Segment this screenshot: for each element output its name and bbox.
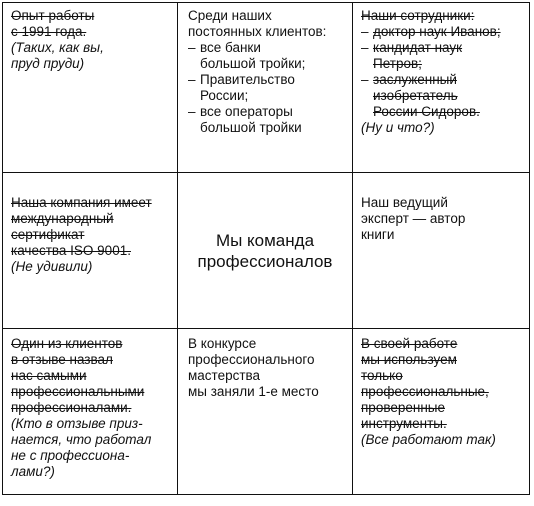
main-claim-line: профессионалов — [197, 251, 333, 271]
list-item-text: все операторы — [200, 104, 293, 119]
struck-line: Наша компания имеет — [11, 195, 152, 210]
cell-expert — [361, 195, 529, 243]
list-item-text: Петров; — [373, 56, 422, 71]
staff-list — [361, 24, 529, 120]
struck-line: с 1991 года. — [11, 24, 87, 39]
cell-clients — [188, 8, 352, 136]
comment-line: (Не удивили) — [11, 259, 93, 274]
cell-experience — [11, 8, 175, 72]
list-item — [361, 72, 529, 120]
comment-line: нается, что работал — [11, 432, 152, 447]
list-item-text: России; — [200, 88, 249, 103]
list-item — [188, 72, 352, 104]
text-line: Наш ведущий — [361, 195, 448, 210]
struck-line: профессиональные, — [361, 384, 489, 399]
struck-line: международный — [11, 211, 114, 226]
text-line: профессионального — [188, 352, 315, 367]
list-item-text: России Сидоров. — [373, 104, 480, 119]
list-item — [361, 40, 529, 72]
comment-line: лами?) — [11, 464, 55, 479]
struck-line: сертификат — [11, 227, 85, 242]
text-line: В конкурсе — [188, 336, 257, 351]
struck-line: качества ISO 9001. — [11, 243, 131, 258]
list-item — [361, 24, 529, 40]
intro-line: Среди наших — [188, 8, 272, 23]
list-item-text: кандидат наук — [373, 40, 463, 55]
cell-certificate — [11, 195, 175, 275]
struck-line: профессионалами. — [11, 400, 132, 415]
comment-line: (Таких, как вы, — [11, 40, 104, 55]
list-item-text: изобретатель — [373, 88, 458, 103]
list-item — [188, 40, 352, 72]
comment-line: не с профессиона- — [11, 448, 130, 463]
list-item-text: большой тройки; — [200, 56, 306, 71]
struck-line: проверенные — [361, 400, 445, 415]
struck-line: Один из клиентов — [11, 336, 123, 351]
column-divider-2 — [352, 3, 353, 494]
clients-list — [188, 40, 352, 136]
list-item-text: все банки — [200, 40, 261, 55]
comment-line: пруд пруди) — [11, 56, 85, 71]
main-claim-text — [198, 230, 333, 272]
struck-line: В своей работе — [361, 336, 458, 351]
column-divider-1 — [177, 3, 178, 494]
struck-line: только — [361, 368, 403, 383]
struck-line: нас самыми — [11, 368, 87, 383]
cell-main-claim — [179, 174, 351, 327]
row-divider-2 — [3, 328, 529, 329]
list-item — [188, 104, 352, 136]
text-line: книги — [361, 227, 395, 242]
struck-line: Наши сотрудники: — [361, 8, 475, 23]
struck-line: мы используем — [361, 352, 457, 367]
cell-staff — [361, 8, 529, 136]
comment-line: (Все работают так) — [361, 432, 496, 447]
list-item-text: Правительство — [200, 72, 295, 87]
row-divider-1 — [3, 172, 529, 173]
comment-line: (Ну и что?) — [361, 120, 435, 135]
text-line: мастерства — [188, 368, 261, 383]
struck-line: профессиональными — [11, 384, 145, 399]
intro-line: постоянных клиентов: — [188, 24, 327, 39]
comment-line: (Кто в отзыве приз- — [11, 416, 143, 431]
main-claim-line: Мы команда — [215, 230, 315, 250]
list-item-text: доктор наук Иванов; — [373, 24, 501, 39]
struck-line: Опыт работы — [11, 8, 95, 23]
text-line: эксперт — автор — [361, 211, 466, 226]
cell-review — [11, 336, 175, 480]
text-line: мы заняли 1-е место — [188, 384, 319, 399]
struck-line: в отзыве назвал — [11, 352, 113, 367]
list-item-text: большой тройки — [200, 120, 302, 135]
cell-tools — [361, 336, 529, 448]
comparison-table — [2, 2, 530, 495]
cell-contest — [188, 336, 352, 400]
struck-line: инструменты. — [361, 416, 447, 431]
list-item-text: заслуженный — [373, 72, 457, 87]
